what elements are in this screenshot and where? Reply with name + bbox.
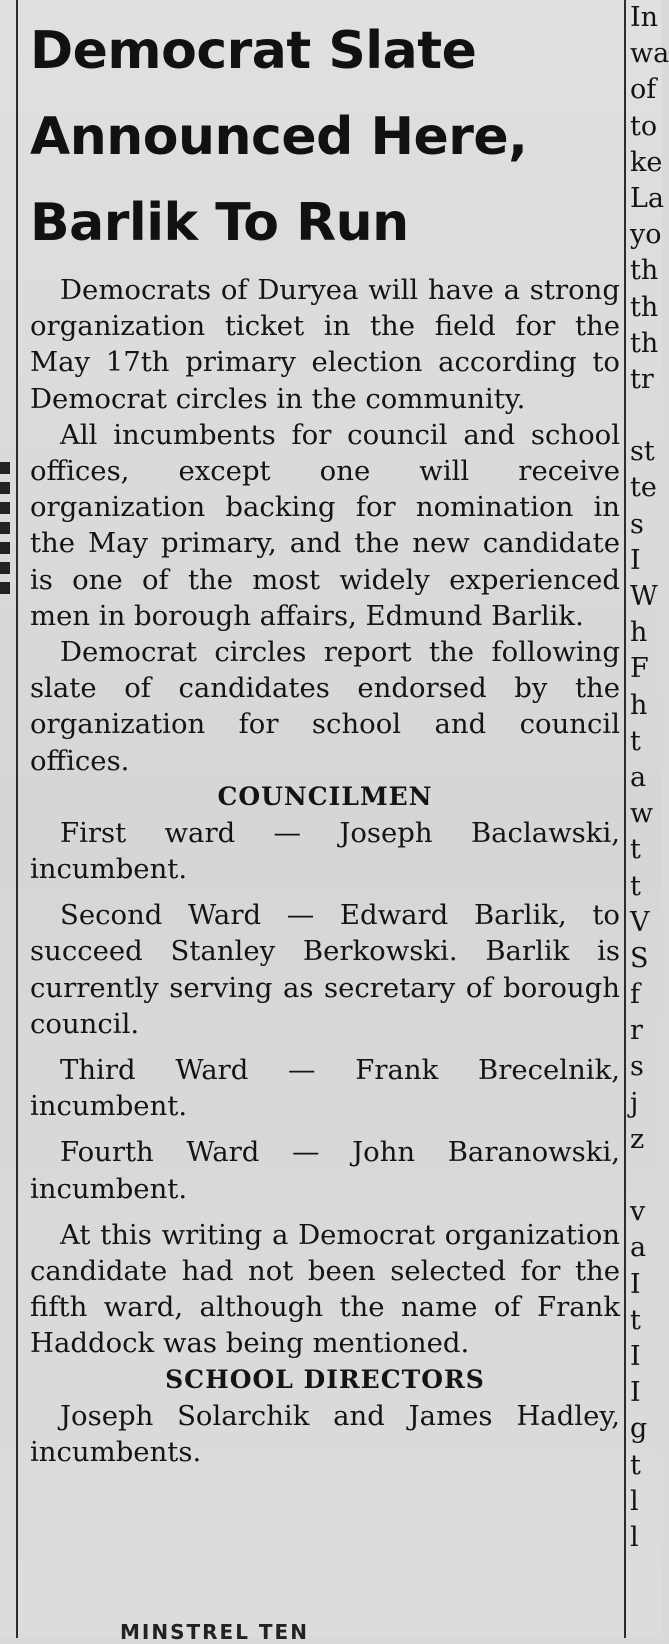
adjacent-column-line: I <box>630 544 641 576</box>
adjacent-column-line: th <box>630 291 659 323</box>
adjacent-column-line: t <box>630 1449 641 1481</box>
adjacent-column-line: ke <box>630 146 663 178</box>
adjacent-column-line <box>630 1158 662 1194</box>
adjacent-column-line: t <box>630 725 641 757</box>
adjacent-column-line: t <box>630 870 641 902</box>
paragraph-slate: Democrat circles report the following slate of candidates endorsed by the organization for school and council offices. <box>30 636 620 777</box>
adjacent-column-line: to <box>630 110 658 142</box>
adjacent-column-fragment <box>630 0 669 1556</box>
adjacent-column-line: s <box>630 1051 644 1083</box>
article <box>30 0 622 266</box>
next-article-fragment: MINSTREL TEN <box>120 1620 309 1644</box>
adjacent-column-line: s <box>630 508 644 540</box>
adjacent-column-line: st <box>630 436 655 468</box>
adjacent-column-line: h <box>630 689 648 721</box>
adjacent-column-line: th <box>630 327 659 359</box>
adjacent-column-line: a <box>630 1232 647 1264</box>
adjacent-column-line <box>630 398 662 434</box>
adjacent-column-line: j <box>630 1087 639 1119</box>
adjacent-column-line: t <box>630 1304 641 1336</box>
adjacent-column-line: t <box>630 834 641 866</box>
paragraph-incumbents: All incumbents for council and school offices, except one will receive organization backing for nomination in the May primary, and the new candidate is one of the most widely experienced men in borough affairs, Edmund Barlik. <box>30 418 620 632</box>
entry-school-directors: Joseph Solarchik and James Hadley, incumbents. <box>30 1399 620 1468</box>
adjacent-column-line: tr <box>630 363 654 395</box>
adjacent-column-line: l <box>630 1521 639 1553</box>
entry-second-ward: Second Ward — Edward Barlik, to succeed Stanley Berkowski. Barlik is currently serving as secretary of borough council. <box>30 899 620 1040</box>
adjacent-column-line: r <box>630 1015 643 1047</box>
adjacent-column-line: S <box>630 942 649 974</box>
adjacent-column-line: F <box>630 653 649 685</box>
headline <box>30 8 622 266</box>
adjacent-column-line: I <box>630 1340 641 1372</box>
adjacent-column-line: I <box>630 1268 641 1300</box>
adjacent-column-line: yo <box>630 219 662 251</box>
column-rule-left <box>16 0 18 1638</box>
paragraph-intro: Democrats of Duryea will have a strong organization ticket in the field for the May 17th primary election according to Democrat circles in the community. <box>30 274 620 415</box>
adjacent-column-line: v <box>630 1196 646 1228</box>
adjacent-column-line: w <box>630 798 654 830</box>
column-rule-right <box>624 0 626 1638</box>
headline-line-3: Barlik To Run <box>30 193 409 253</box>
subhead-councilmen: COUNCILMEN <box>217 781 433 811</box>
adjacent-column-line: th <box>630 255 659 287</box>
subhead-school-directors: SCHOOL DIRECTORS <box>165 1364 485 1394</box>
article-body <box>30 272 620 1470</box>
adjacent-column-line: h <box>630 617 648 649</box>
headline-line-2: Announced Here, <box>30 107 528 167</box>
adjacent-column-line: of <box>630 74 657 106</box>
adjacent-column-line: f <box>630 979 640 1011</box>
adjacent-column-line: g <box>630 1413 648 1445</box>
adjacent-column-line: La <box>630 182 665 214</box>
adjacent-column-line: I <box>630 1377 641 1409</box>
adjacent-column-line: W <box>630 581 658 612</box>
adjacent-column-line: l <box>630 1485 639 1517</box>
entry-fifth-ward: At this writing a Democrat organization candidate had not been selected for the fifth ward, although the name of Frank Haddock was being mentioned. <box>30 1218 620 1360</box>
adjacent-column-line: te <box>630 472 657 504</box>
entry-fourth-ward: Fourth Ward — John Baranowski, incumbent. <box>30 1136 620 1205</box>
margin-marks <box>0 462 12 602</box>
headline-line-1: Democrat Slate <box>30 21 477 81</box>
adjacent-column-line: a <box>630 761 647 793</box>
adjacent-column-line: In <box>630 2 659 33</box>
entry-third-ward: Third Ward — Frank Brecelnik, incumbent. <box>30 1054 620 1123</box>
adjacent-column-line: V <box>630 906 650 938</box>
adjacent-column-line: wa <box>630 38 669 70</box>
entry-first-ward: First ward — Joseph Baclawski, incumbent. <box>30 816 620 886</box>
adjacent-column-line: z <box>630 1123 645 1155</box>
